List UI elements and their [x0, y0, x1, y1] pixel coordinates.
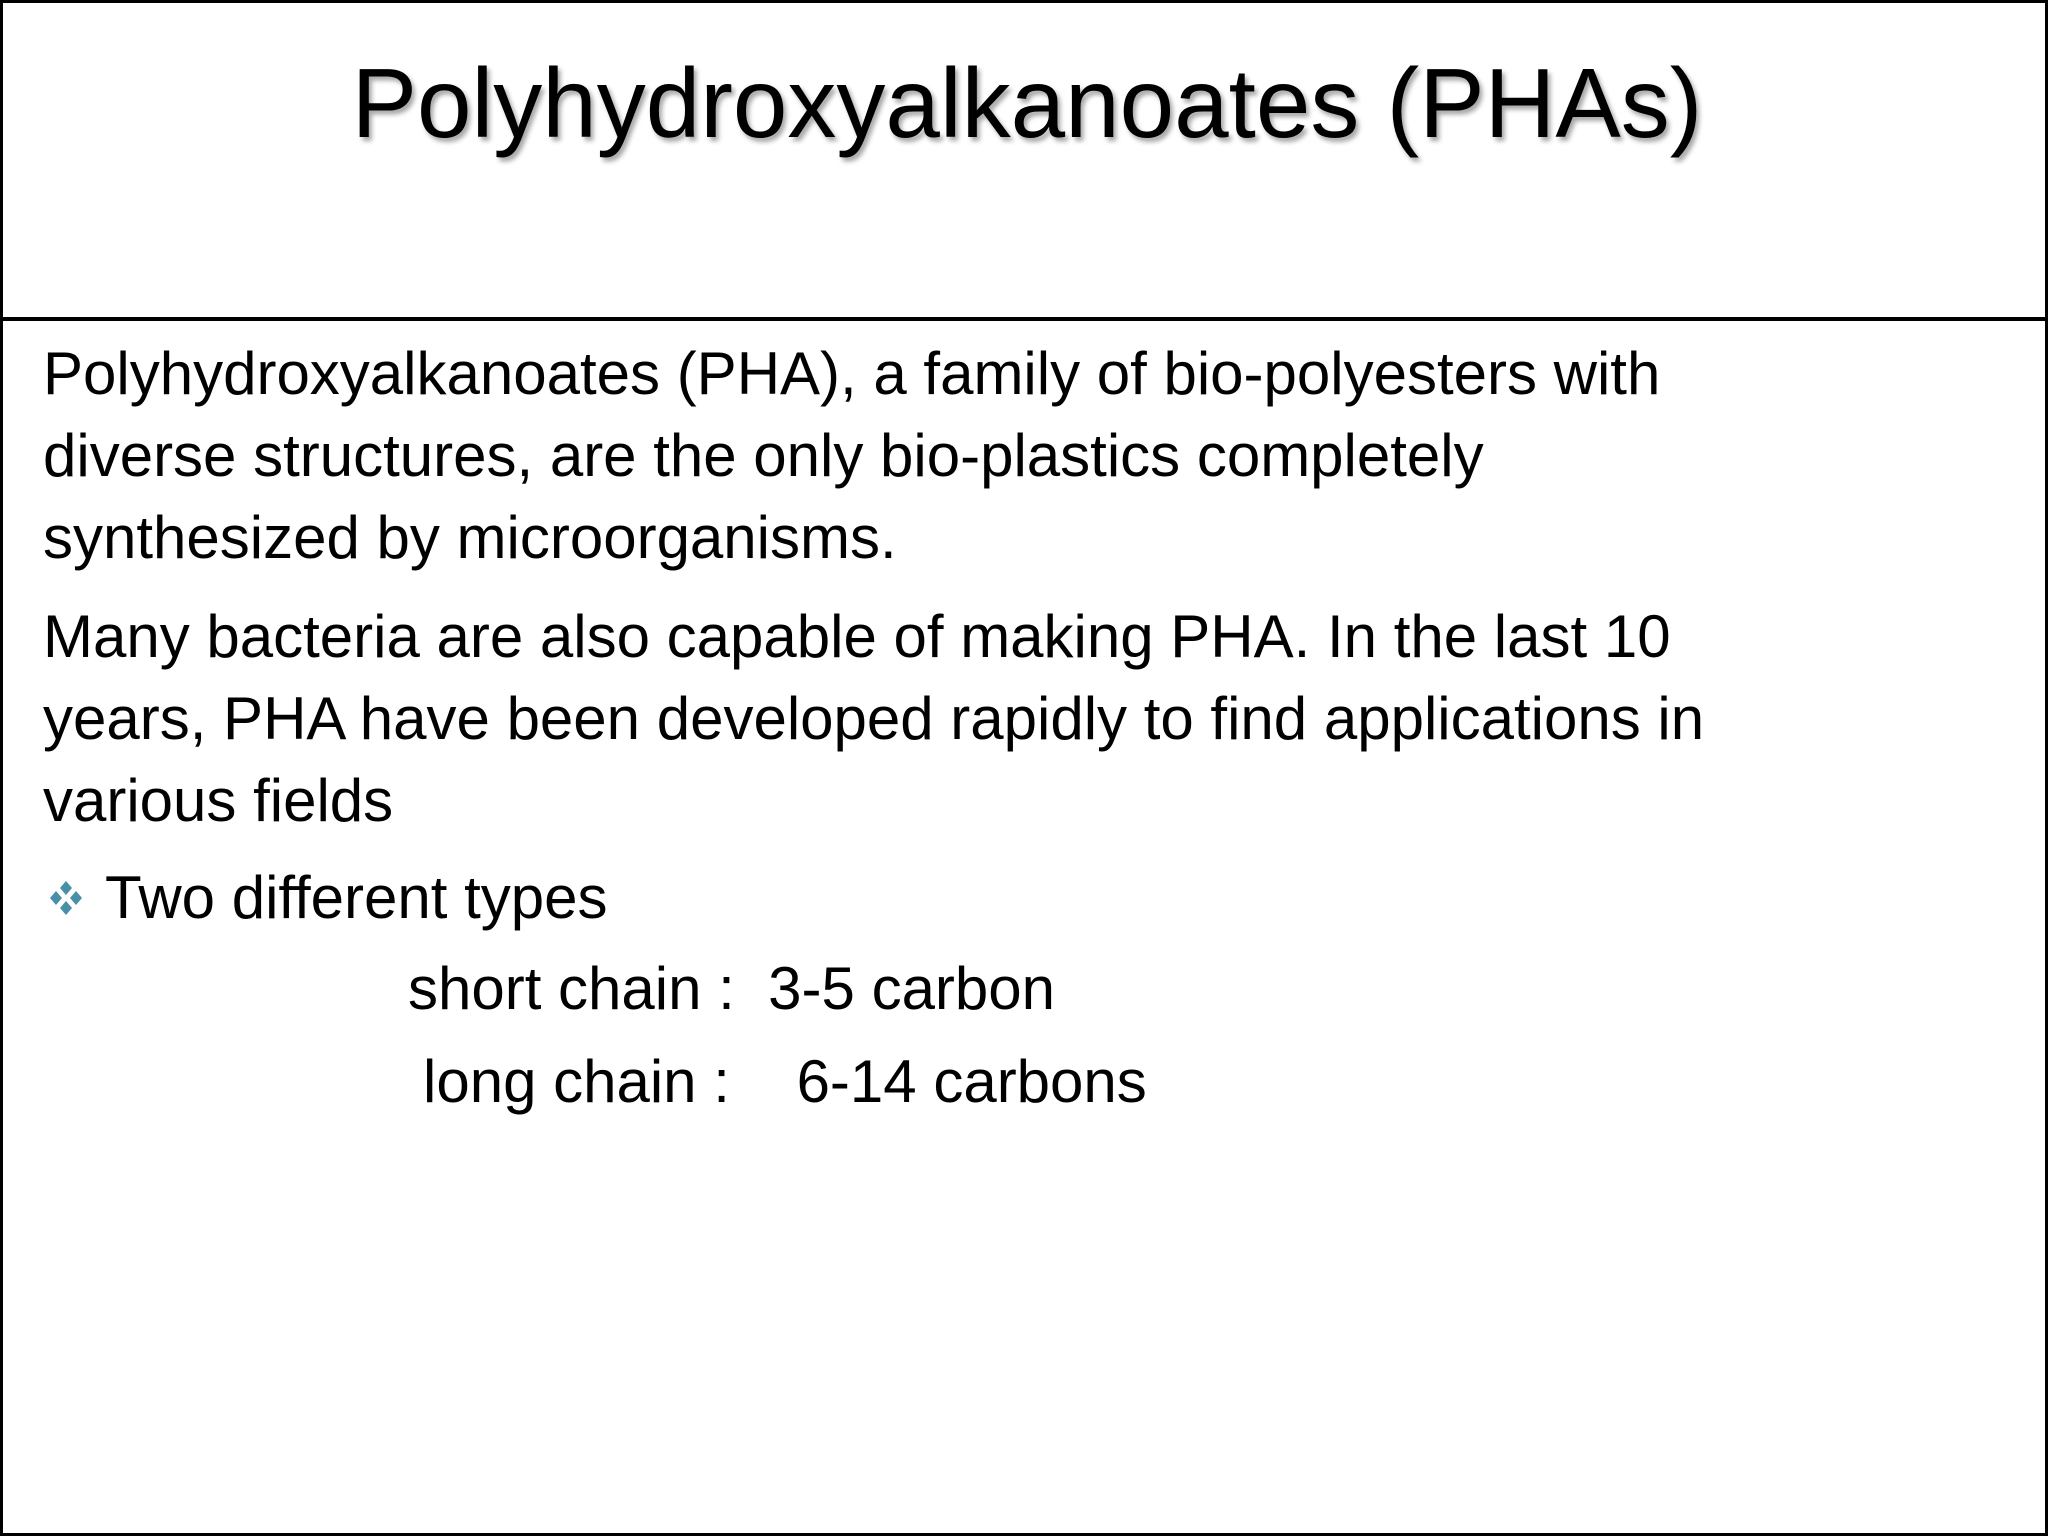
paragraph-definition — [43, 333, 2003, 579]
bullet-text: Two different types — [105, 864, 608, 931]
slide-title: Polyhydroxyalkanoates (PHAs) — [351, 48, 1703, 158]
bullet-item — [43, 857, 608, 939]
paragraph-line: Polyhydroxyalkanoates (PHA), a family of bio-polyesters with — [43, 340, 1661, 407]
title-divider — [3, 317, 2048, 321]
paragraph-line: synthesized by microorganisms. — [43, 504, 897, 571]
paragraph-line: years, PHA have been developed rapidly to find applications in — [43, 685, 1705, 752]
paragraph-bacteria — [43, 596, 2003, 842]
sub-item-short-chain: short chain : 3-5 carbon — [408, 955, 1056, 1022]
paragraph-line: Many bacteria are also capable of making PHA. In the last 10 — [43, 603, 1671, 670]
paragraph-line: diverse structures, are the only bio-plastics completely — [43, 422, 1484, 489]
four-diamond-bullet-icon — [47, 879, 85, 917]
sub-item-long-chain: long chain : 6-14 carbons — [423, 1048, 1147, 1115]
paragraph-line: various fields — [43, 767, 394, 834]
